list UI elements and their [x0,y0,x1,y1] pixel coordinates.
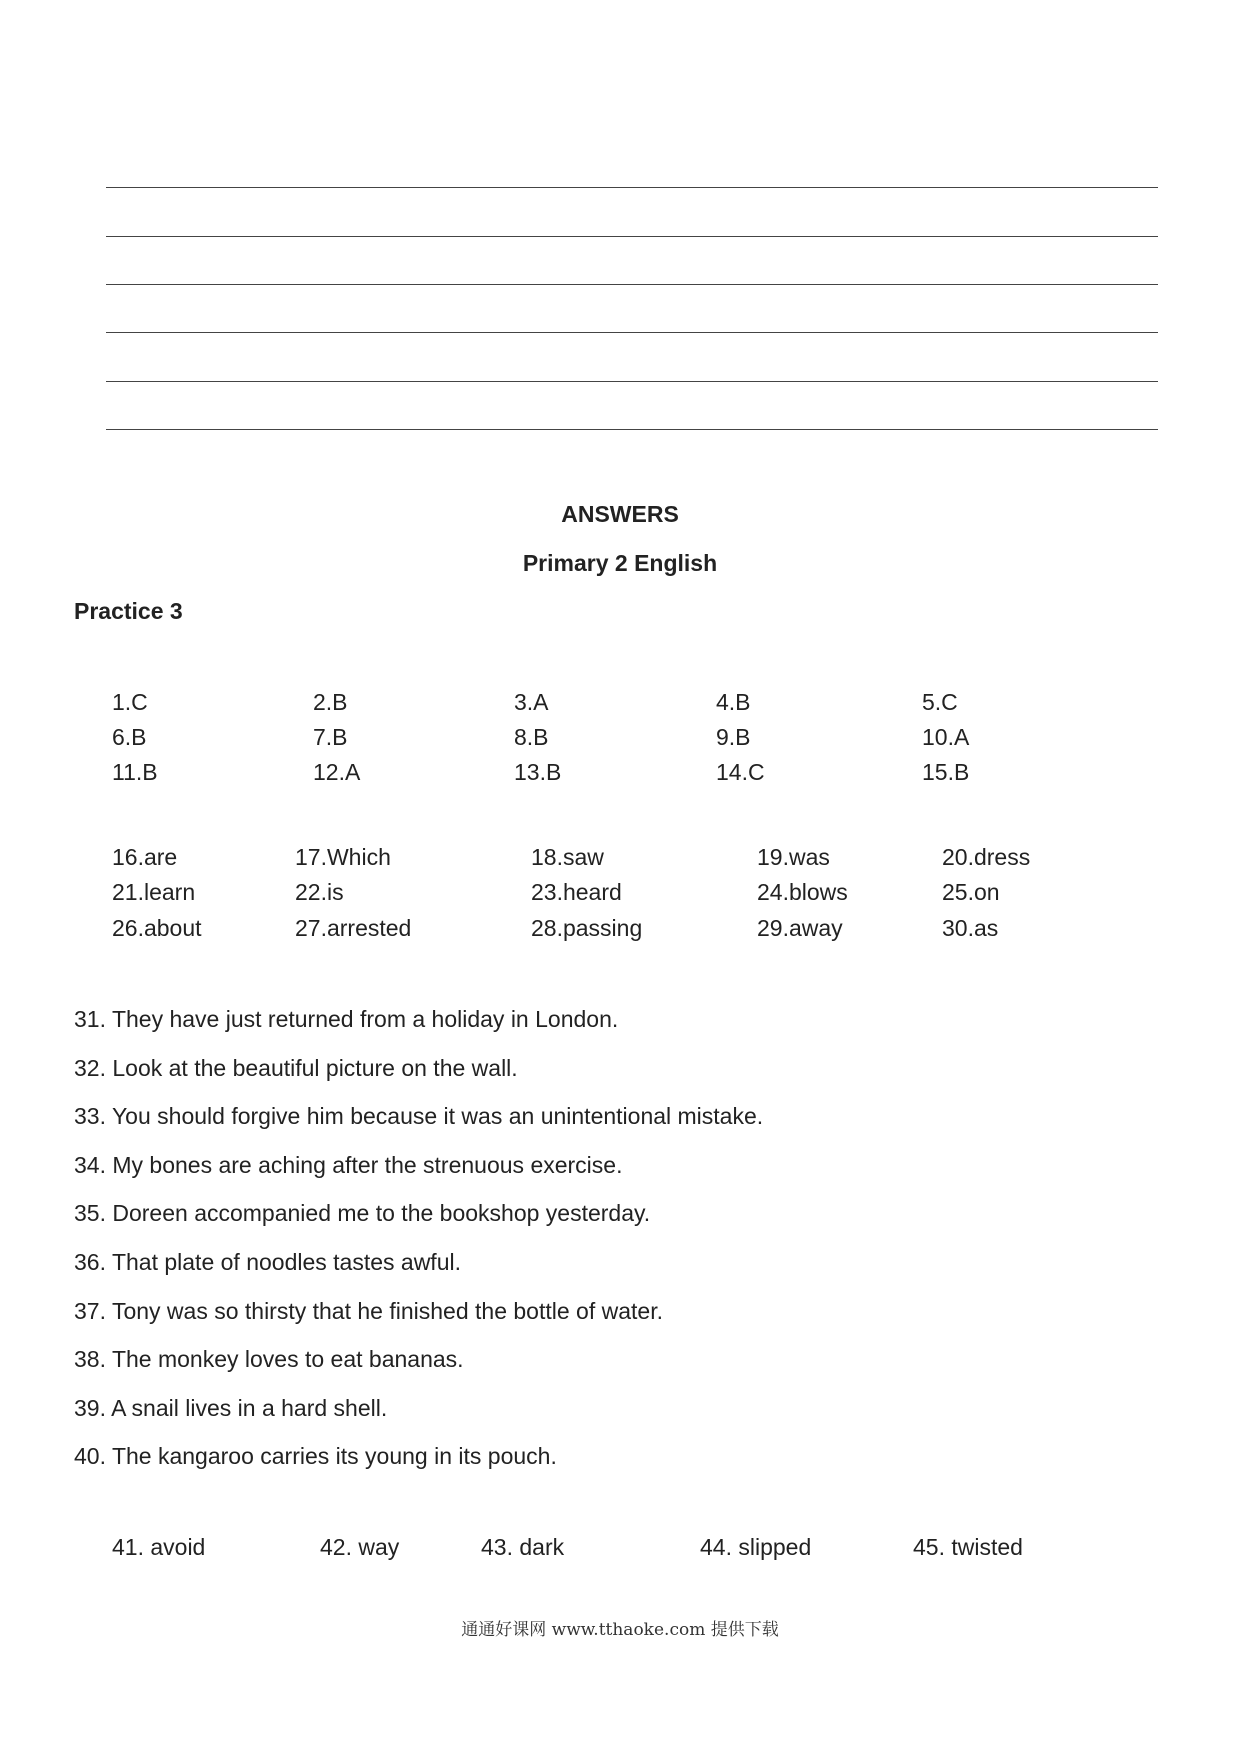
fill-answer: 18.saw [531,844,604,870]
fill-answer: 22.is [295,879,344,905]
fill-row [0,875,1240,909]
mcq-answer: 11.B [112,759,158,785]
writing-line [106,284,1158,285]
vocab-answer: 45. twisted [913,1534,1023,1560]
mcq-answer: 7.B [313,724,348,750]
mcq-answer: 4.B [716,689,751,715]
mcq-answer: 13.B [514,759,562,785]
vocab-answer: 42. way [320,1534,400,1560]
sentence-answer: 39. A snail lives in a hard shell. [74,1394,388,1421]
writing-line [106,381,1158,382]
fill-answer: 30.as [942,915,999,941]
fill-answer: 21.learn [112,879,196,905]
page-subheading: Primary 2 English [522,550,718,576]
sentence-answer: 34. My bones are aching after the strenuous exercise. [74,1151,623,1178]
sentence-answer: 36. That plate of noodles tastes awful. [74,1248,461,1275]
fill-answer: 27.arrested [295,915,412,941]
fill-answer: 26.about [112,915,202,941]
sentence-answer: 33. You should forgive him because it was an unintentional mistake. [74,1103,764,1130]
writing-line [106,187,1158,188]
vocab-answer: 43. dark [481,1534,565,1560]
mcq-answer: 9.B [716,724,751,750]
fill-answer: 19.was [757,844,830,870]
fill-row [0,840,1240,874]
vocab-answer: 41. avoid [112,1534,206,1560]
sentence-answer: 35. Doreen accompanied me to the bookshop yesterday. [74,1200,651,1227]
section-title: Practice 3 [74,598,183,624]
fill-answer: 17.Which [295,844,391,870]
mcq-answer: 8.B [514,724,549,750]
mcq-answer: 15.B [922,759,970,785]
sentence-answer: 40. The kangaroo carries its young in its pouch. [74,1443,557,1470]
mcq-row [0,720,1240,754]
mcq-answer: 10.A [922,724,970,750]
mcq-answer: 2.B [313,689,348,715]
vocab-answer: 44. slipped [700,1534,812,1560]
mcq-answer: 3.A [514,689,549,715]
page-heading: ANSWERS [561,501,679,527]
sentence-answer: 32. Look at the beautiful picture on the wall. [74,1054,518,1081]
fill-answer: 29.away [757,915,843,941]
fill-answer: 25.on [942,879,1000,905]
writing-line [106,236,1158,237]
mcq-answer: 12.A [313,759,361,785]
fill-answer: 24.blows [757,879,848,905]
fill-answer: 20.dress [942,844,1031,870]
fill-answer: 16.are [112,844,178,870]
mcq-answer: 14.C [716,759,765,785]
mcq-answer: 1.C [112,689,148,715]
writing-line [106,332,1158,333]
mcq-answer: 6.B [112,724,147,750]
page-footer: 通通好课网 www.tthaoke.com 提供下载 [461,1620,779,1640]
fill-answer: 28.passing [531,915,643,941]
fill-row [0,911,1240,945]
sentence-answer: 31. They have just returned from a holiday in London. [74,1006,619,1032]
sentence-answers [74,1002,1194,1488]
fill-answer: 23.heard [531,879,622,905]
mcq-row [0,755,1240,789]
sentence-answer: 38. The monkey loves to eat bananas. [74,1346,464,1373]
mcq-answer: 5.C [922,689,958,715]
writing-line [106,429,1158,430]
vocab-answers [0,1530,1240,1564]
sentence-answer: 37. Tony was so thirsty that he finished the bottle of water. [74,1297,663,1324]
mcq-row [0,685,1240,719]
